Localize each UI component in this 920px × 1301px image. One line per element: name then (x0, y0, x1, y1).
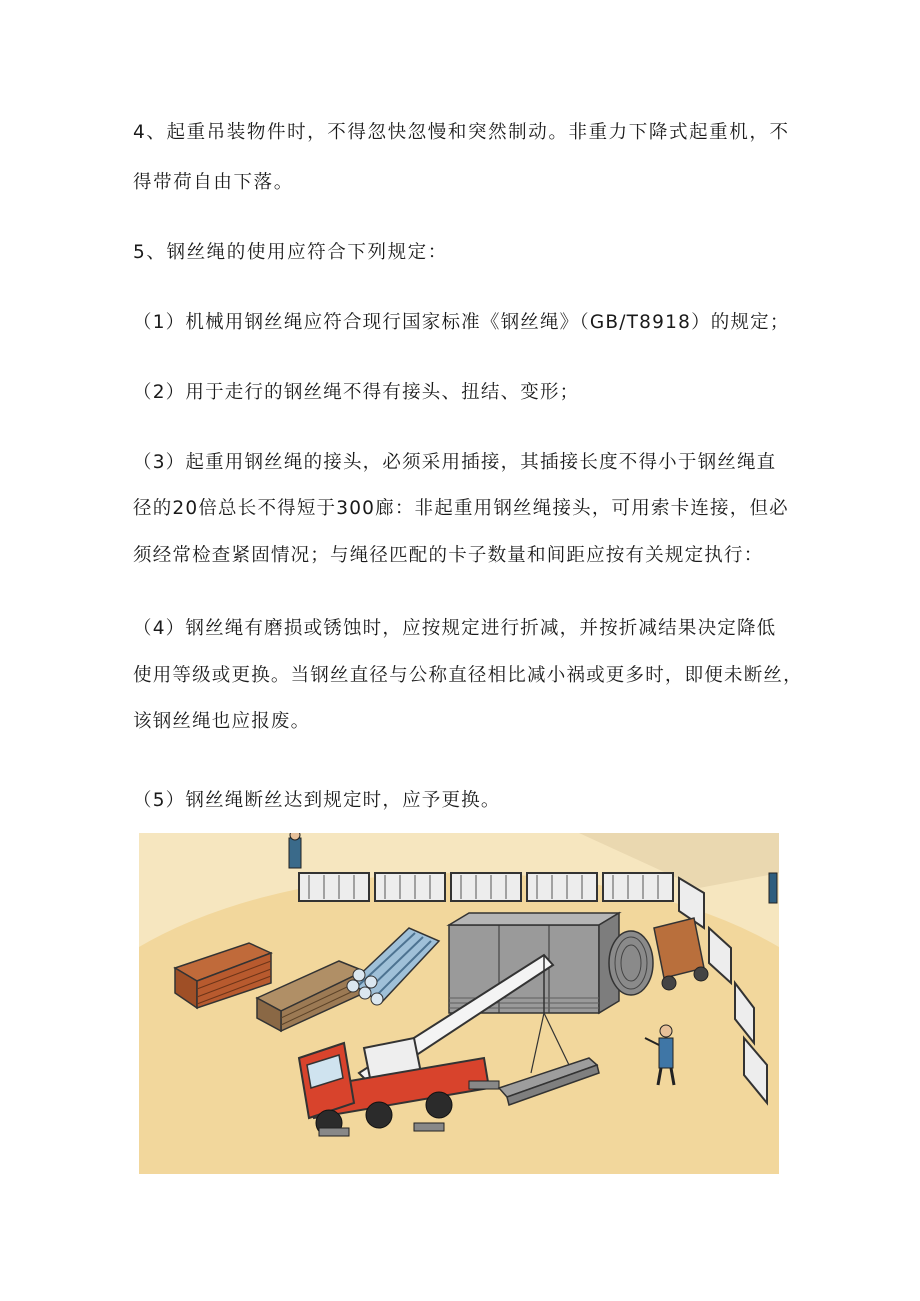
sub-item-4-line1: （4）钢丝绳有磨损或锈蚀时，应按规定进行折减，并按折减结果决定降低 (133, 618, 777, 639)
sub-item-5: （5）钢丝绳断丝达到规定时，应予更换。 (133, 790, 501, 811)
sub-item-3-line3: 须经常检查紧固情况；与绳径匹配的卡子数量和间距应按有关规定执行： (133, 545, 764, 566)
item5-heading: 5、钢丝绳的使用应符合下列规定： (133, 242, 448, 263)
rebar-coil (609, 931, 653, 995)
sub-item-1: （1）机械用钢丝绳应符合现行国家标准《钢丝绳》（GB/T8918）的规定； (133, 312, 790, 333)
worker-right-figure (769, 873, 777, 903)
sub-item-2: （2）用于走行的钢丝绳不得有接头、扭结、变形； (133, 382, 580, 403)
item4-line2: 得带荷自由下落。 (133, 172, 294, 193)
sub-item-3-line1: （3）起重用钢丝绳的接头，必须采用插接，其插接长度不得小于钢丝绳直 (133, 452, 777, 473)
sub-item-4-line3: 该钢丝绳也应报废。 (133, 711, 311, 732)
sub-item-3-line2: 径的20倍总长不得短于300廊：非起重用钢丝绳接头，可用索卡连接，但必 (133, 498, 789, 519)
worker-left-figure (289, 833, 301, 868)
crane-lifting-illustration (139, 833, 779, 1174)
fence-back (299, 873, 673, 901)
sub-item-4-line2: 使用等级或更换。当钢丝直径与公称直径相比减小祸或更多时，即便未断丝， (133, 665, 803, 686)
item4-line1: 4、起重吊装物件时，不得忽快忽慢和突然制动。非重力下降式起重机，不 (133, 122, 790, 143)
